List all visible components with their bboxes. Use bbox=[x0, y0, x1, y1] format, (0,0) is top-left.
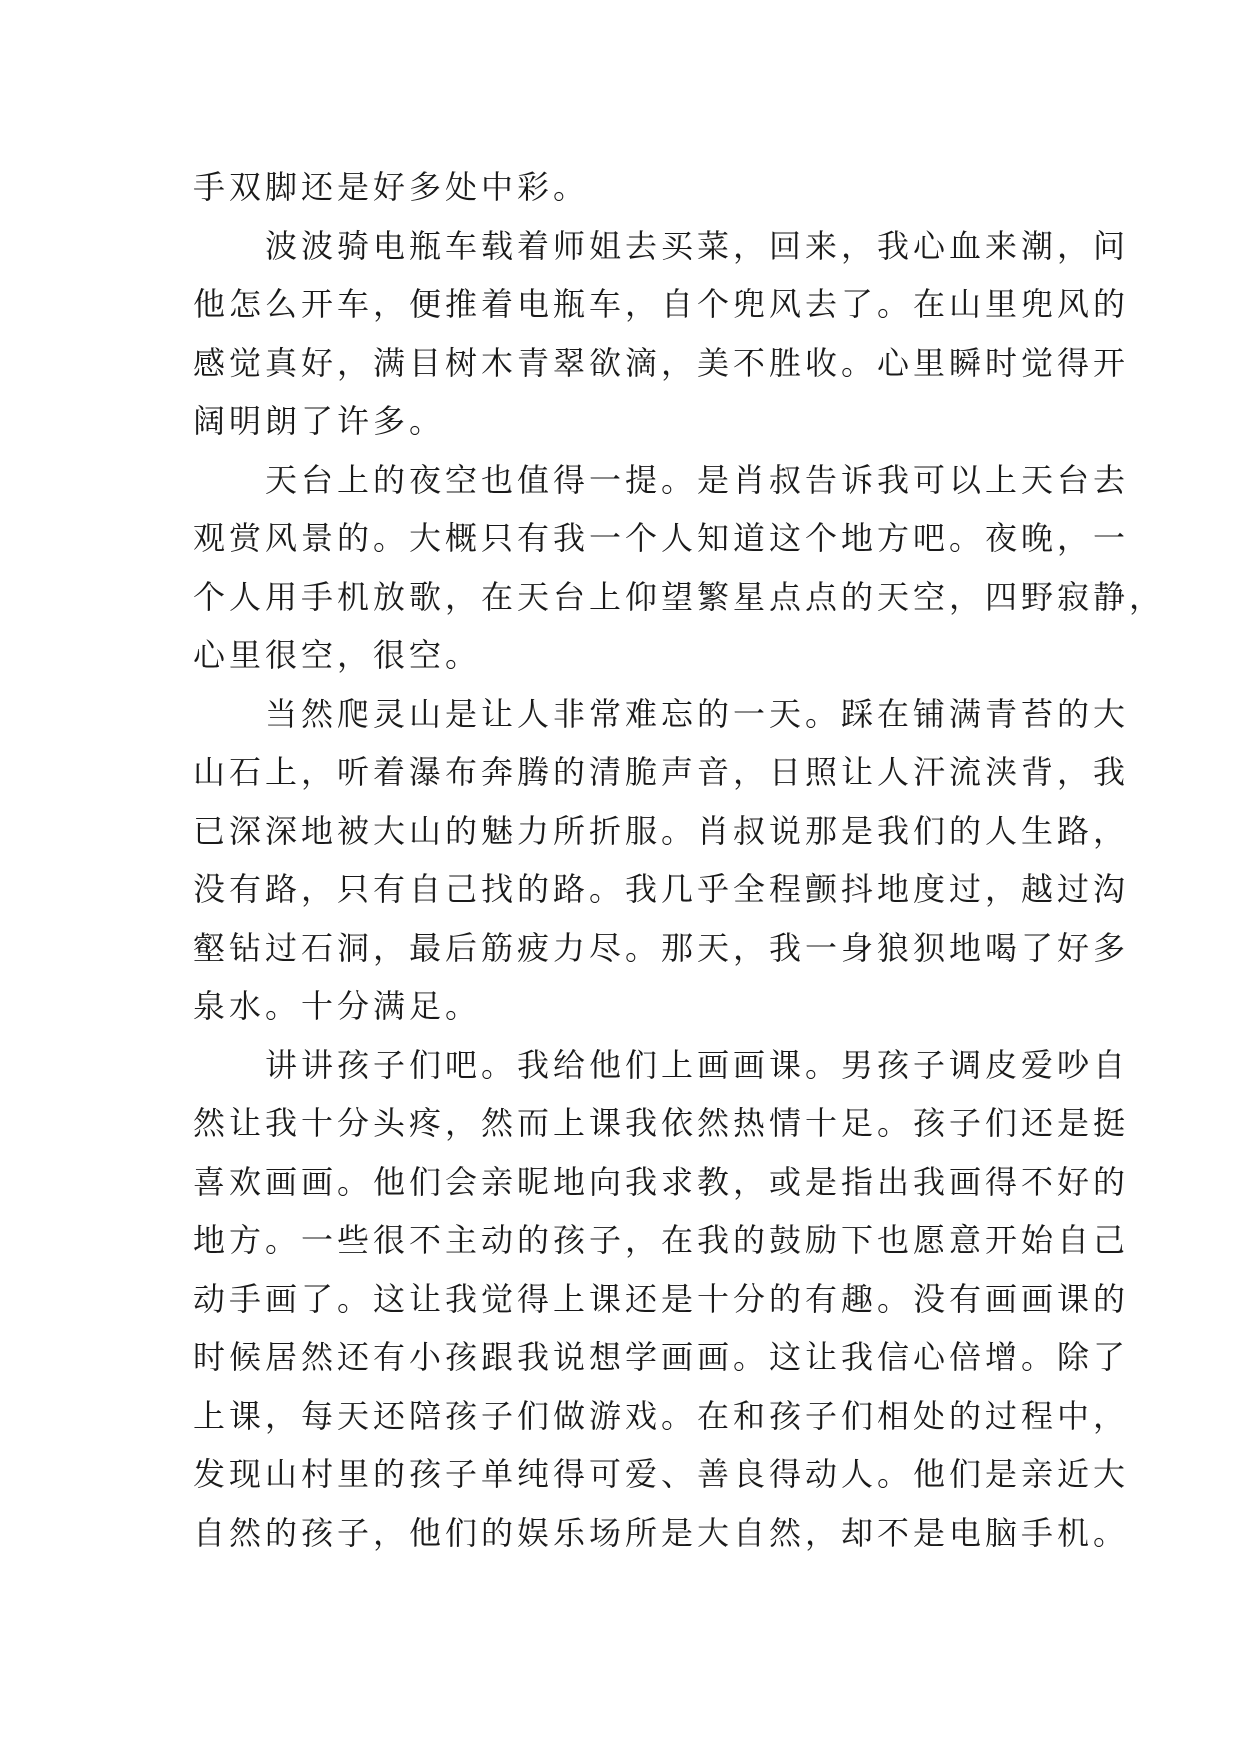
text-line: 动手画了。这让我觉得上课还是十分的有趣。没有画画课的 bbox=[193, 1279, 1130, 1318]
text-line: 自然的孩子，他们的娱乐场所是大自然，却不是电脑手机。 bbox=[193, 1513, 1130, 1552]
text-line: 发现山村里的孩子单纯得可爱、善良得动人。他们是亲近大 bbox=[193, 1455, 1130, 1493]
document-body bbox=[193, 158, 1166, 1562]
text-line: 泉水。十分满足。 bbox=[193, 987, 482, 1025]
text-line: 地方。一些很不主动的孩子，在我的鼓励下也愿意开始自己 bbox=[193, 1221, 1130, 1259]
text-line: 壑钻过石洞，最后筋疲力尽。那天，我一身狼狈地喝了好多 bbox=[193, 928, 1130, 967]
text-line: 已深深地被大山的魅力所折服。肖叔说那是我们的人生路， bbox=[193, 811, 1130, 850]
text-line: 山石上，听着瀑布奔腾的清脆声音，日照让人汗流浃背，我 bbox=[193, 753, 1130, 791]
text-line: 他怎么开车，便推着电瓶车，自个兜风去了。在山里兜风的 bbox=[193, 285, 1130, 323]
text-line: 波波骑电瓶车载着师姐去买菜，回来，我心血来潮，问 bbox=[265, 226, 1130, 265]
text-line: 手双脚还是好多处中彩。 bbox=[193, 168, 590, 206]
text-line: 喜欢画画。他们会亲昵地向我求教，或是指出我画得不好的 bbox=[193, 1162, 1130, 1201]
text-line: 观赏风景的。大概只有我一个人知道这个地方吧。夜晚，一 bbox=[193, 519, 1130, 557]
text-line: 阔明朗了许多。 bbox=[193, 402, 446, 440]
text-line: 心里很空，很空。 bbox=[193, 636, 482, 674]
text-line: 天台上的夜空也值得一提。是肖叔告诉我可以上天台去 bbox=[265, 460, 1130, 499]
text-line: 时候居然还有小孩跟我说想学画画。这让我信心倍增。除了 bbox=[193, 1338, 1130, 1376]
text-line: 上课，每天还陪孩子们做游戏。在和孩子们相处的过程中， bbox=[193, 1396, 1130, 1435]
text-line: 感觉真好，满目树木青翠欲滴，美不胜收。心里瞬时觉得开 bbox=[193, 343, 1130, 382]
text-line: 没有路，只有自己找的路。我几乎全程颤抖地度过，越过沟 bbox=[193, 870, 1130, 908]
text-line: 然让我十分头疼，然而上课我依然热情十足。孩子们还是挺 bbox=[193, 1104, 1130, 1142]
text-line: 讲讲孩子们吧。我给他们上画画课。男孩子调皮爱吵自 bbox=[265, 1045, 1130, 1084]
text-line: 当然爬灵山是让人非常难忘的一天。踩在铺满青苔的大 bbox=[265, 694, 1130, 733]
text-line: 个人用手机放歌，在天台上仰望繁星点点的天空，四野寂静， bbox=[193, 577, 1166, 616]
